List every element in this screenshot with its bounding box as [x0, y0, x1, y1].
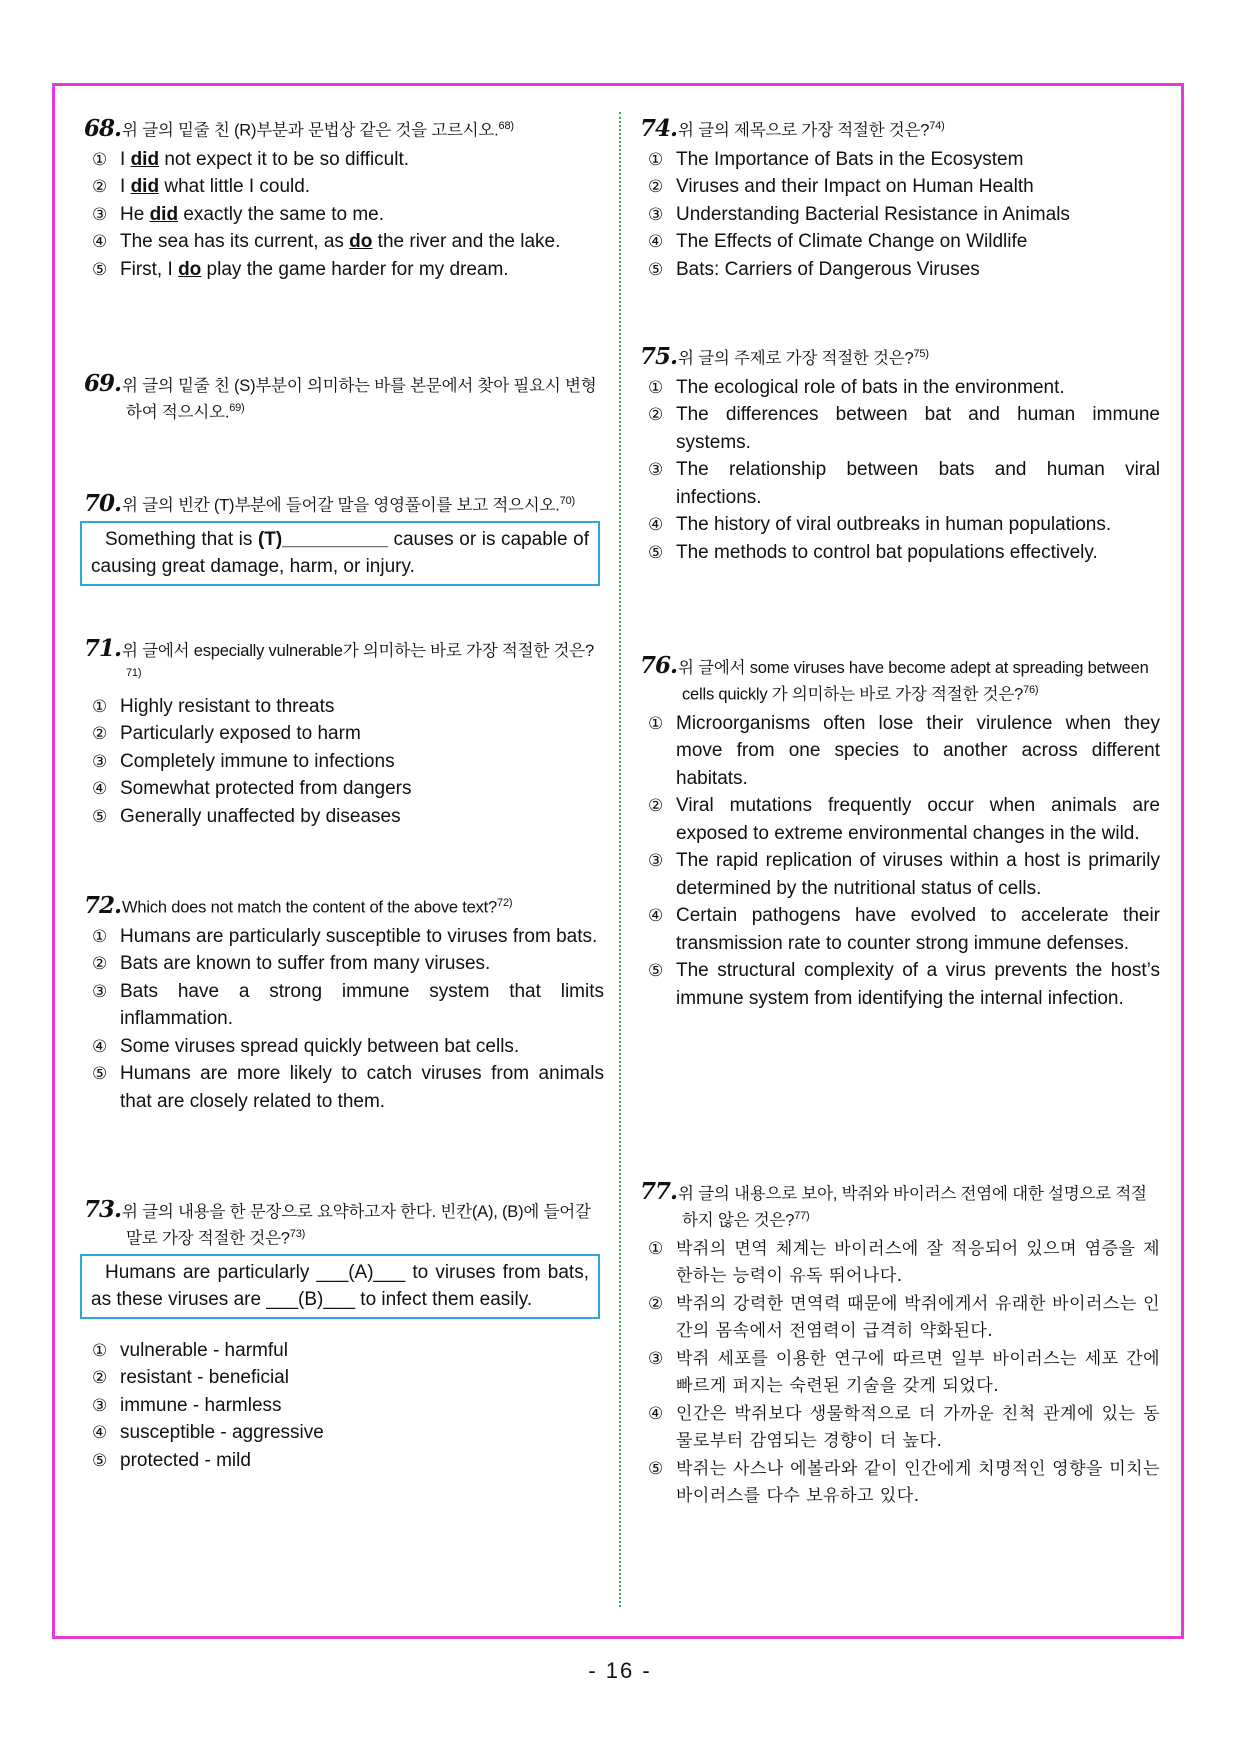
- option-marker: ③: [648, 204, 664, 224]
- option-4[interactable]: [640, 1401, 1160, 1456]
- option-text: The rapid replication of viruses within a host is primarily determined by the nutritional status of cells.: [676, 850, 1160, 899]
- option-5[interactable]: [84, 803, 604, 831]
- option-4[interactable]: [84, 1033, 604, 1061]
- footnote-ref: 77): [794, 1210, 810, 1222]
- option-1[interactable]: [84, 146, 604, 174]
- option-list: [84, 146, 604, 284]
- option-underlined-word: did: [149, 203, 179, 225]
- option-text: protected - mild: [120, 1449, 251, 1471]
- option-text: Bats: Carriers of Dangerous Viruses: [676, 258, 980, 280]
- column-divider: [619, 112, 621, 1607]
- option-text: vulnerable - harmful: [120, 1339, 288, 1361]
- option-list: [84, 693, 604, 831]
- footnote-ref: 75): [913, 348, 929, 360]
- question-number: 70.: [84, 489, 122, 517]
- option-4[interactable]: [84, 228, 604, 256]
- question-number: 75.: [640, 342, 678, 370]
- question-number: 74.: [640, 114, 678, 142]
- question-69: [84, 370, 604, 424]
- option-4[interactable]: [640, 511, 1160, 539]
- option-5[interactable]: [640, 539, 1160, 567]
- option-1[interactable]: [640, 374, 1160, 402]
- option-1[interactable]: [640, 1236, 1160, 1291]
- option-1[interactable]: [84, 923, 604, 951]
- option-1[interactable]: [640, 146, 1160, 174]
- option-marker: ⑤: [92, 806, 108, 826]
- option-marker: ②: [648, 177, 664, 196]
- option-marker: ①: [648, 149, 664, 169]
- option-marker: ⑤: [92, 1450, 108, 1470]
- option-list: [640, 146, 1160, 284]
- option-3[interactable]: [640, 456, 1160, 511]
- option-1[interactable]: [640, 710, 1160, 793]
- option-marker: ⑤: [648, 961, 664, 980]
- option-marker: ①: [92, 1340, 108, 1360]
- option-marker: ③: [648, 851, 664, 870]
- option-text: 인간은 박쥐보다 생물학적으로 더 가까운 친척 관계에 있는 동물로부터 감염되는 경향이 더 높다.: [676, 1403, 1160, 1451]
- footnote-ref: 68): [498, 120, 514, 132]
- option-marker: ③: [92, 981, 108, 1001]
- option-text: Particularly exposed to harm: [120, 723, 361, 744]
- option-list: [84, 923, 604, 1116]
- question-76: [640, 652, 1160, 1012]
- option-marker: ④: [92, 232, 108, 251]
- option-3[interactable]: [640, 1346, 1160, 1401]
- question-number: 72.: [84, 891, 122, 919]
- question-number: 77.: [640, 1178, 678, 1205]
- option-marker: ②: [648, 796, 664, 815]
- option-marker: ③: [92, 751, 108, 771]
- question-number: 73.: [84, 1196, 122, 1223]
- option-text: Understanding Bacterial Resistance in Animals: [676, 203, 1070, 225]
- option-marker: ③: [648, 1348, 664, 1369]
- option-2[interactable]: [640, 792, 1160, 847]
- question-header: [84, 892, 604, 919]
- option-4[interactable]: [640, 228, 1160, 256]
- option-text-pre: The sea has its current, as: [120, 231, 350, 252]
- option-2[interactable]: [84, 1364, 604, 1392]
- option-3[interactable]: [84, 748, 604, 776]
- option-marker: ⑤: [648, 1458, 664, 1479]
- option-text-post: not expect it to be so difficult.: [159, 148, 410, 170]
- question-prompt: Which does not match the content of the above text?: [122, 898, 498, 917]
- option-text-post: play the game harder for my dream.: [201, 258, 509, 280]
- footnote-ref: 70): [559, 495, 575, 507]
- option-marker: ④: [648, 515, 664, 534]
- question-header: [640, 1178, 1160, 1232]
- option-text: Viral mutations frequently occur when animals are exposed to extreme environmental changes in the wild.: [676, 795, 1160, 844]
- option-text: 박쥐 세포를 이용한 연구에 따르면 일부 바이러스는 세포 간에 빠르게 퍼지는 숙련된 기술을 갖게 되었다.: [676, 1348, 1160, 1396]
- option-text: Bats are known to suffer from many viruses.: [120, 953, 491, 974]
- option-marker: ②: [648, 405, 664, 424]
- option-text: Humans are particularly susceptible to viruses from bats.: [120, 925, 598, 947]
- definition-text-pre: Something that is: [105, 528, 258, 550]
- option-marker: ④: [92, 779, 108, 798]
- question-number: 76.: [640, 652, 678, 679]
- question-number: 68.: [84, 114, 122, 142]
- option-2[interactable]: [84, 720, 604, 748]
- question-74: [640, 115, 1160, 283]
- question-number: 69.: [84, 370, 122, 397]
- option-5[interactable]: [640, 256, 1160, 284]
- option-2[interactable]: [640, 401, 1160, 456]
- option-underlined-word: do: [178, 258, 202, 280]
- option-text: immune - harmless: [120, 1394, 282, 1416]
- option-marker: ①: [648, 1238, 664, 1259]
- option-text: The Importance of Bats in the Ecosystem: [676, 148, 1024, 170]
- option-text: susceptible - aggressive: [120, 1422, 324, 1443]
- summary-box: [80, 1254, 600, 1319]
- question-73: [84, 1196, 604, 1474]
- option-text: Certain pathogens have evolved to accelerate their transmission rate to counter strong immune defenses.: [676, 905, 1160, 954]
- option-text: The differences between bat and human immune systems.: [676, 404, 1160, 453]
- question-header: [84, 1196, 604, 1250]
- footnote-ref: 72): [497, 897, 513, 909]
- option-5[interactable]: [84, 1060, 604, 1115]
- option-text: The history of viral outbreaks in human populations.: [676, 514, 1112, 535]
- question-68: [84, 115, 604, 283]
- option-text: The Effects of Climate Change on Wildlife: [676, 231, 1028, 252]
- question-71: [84, 635, 604, 830]
- option-2[interactable]: [84, 950, 604, 978]
- footnote-ref: 76): [1023, 684, 1039, 696]
- option-marker: ①: [92, 149, 108, 169]
- option-underlined-word: did: [130, 148, 160, 170]
- footnote-ref: 74): [929, 120, 945, 132]
- question-header: [84, 490, 604, 517]
- option-text: Humans are more likely to catch viruses from animals that are closely related to them.: [120, 1063, 604, 1112]
- option-3[interactable]: [640, 847, 1160, 902]
- option-marker: ①: [92, 696, 108, 716]
- option-text: Highly resistant to threats: [120, 695, 335, 717]
- question-70: [84, 490, 604, 586]
- question-prompt: 위 글에서 especially vulnerable가 의미하는 바로 가장 적절한 것은?: [122, 642, 594, 660]
- option-text: Completely immune to infections: [120, 750, 395, 772]
- option-marker: ①: [648, 377, 664, 397]
- option-text: Viruses and their Impact on Human Health: [676, 176, 1034, 197]
- question-number: 71.: [84, 635, 122, 662]
- option-text: The ecological role of bats in the environment.: [676, 376, 1065, 398]
- option-5[interactable]: [84, 256, 604, 284]
- option-1[interactable]: [84, 1337, 604, 1365]
- option-marker: ⑤: [92, 1064, 108, 1083]
- option-marker: ④: [648, 232, 664, 251]
- option-1[interactable]: [84, 693, 604, 721]
- option-marker: ④: [92, 1036, 108, 1056]
- option-marker: ②: [92, 177, 108, 196]
- option-2[interactable]: [640, 1291, 1160, 1346]
- option-text-post: the river and the lake.: [372, 231, 561, 252]
- option-list: [640, 374, 1160, 567]
- option-text-post: exactly the same to me.: [178, 203, 384, 225]
- option-2[interactable]: [84, 173, 604, 201]
- option-text-pre: He: [120, 203, 150, 225]
- footnote-ref: 69): [229, 402, 245, 414]
- option-underlined-word: do: [349, 231, 373, 252]
- question-header: [640, 652, 1160, 706]
- option-marker: ②: [92, 724, 108, 743]
- question-prompt: 위 글에서 some viruses have become adept at spreading between cells quickly 가 의미하는 바로 가장 적절한 것은?: [678, 659, 1149, 704]
- option-list: [84, 1337, 604, 1475]
- option-2[interactable]: [640, 173, 1160, 201]
- option-text: The structural complexity of a virus prevents the host’s immune system from identifying the internal infection.: [676, 960, 1160, 1009]
- question-prompt: 위 글의 내용으로 보아, 박쥐와 바이러스 전염에 대한 설명으로 적절하지 않은 것은?: [678, 1185, 1147, 1230]
- summary-text: Humans are particularly ___(A)___ to viruses from bats, as these viruses are ___(B)___ to infect them easily.: [91, 1261, 589, 1310]
- option-3[interactable]: [84, 1392, 604, 1420]
- option-text-pre: I: [120, 176, 131, 197]
- option-marker: ②: [92, 954, 108, 973]
- option-marker: ①: [92, 926, 108, 946]
- option-5[interactable]: [84, 1447, 604, 1475]
- option-4[interactable]: [84, 775, 604, 803]
- option-text: Somewhat protected from dangers: [120, 778, 412, 799]
- option-text: 박쥐는 사스나 에볼라와 같이 인간에게 치명적인 영향을 미치는 바이러스를 다수 보유하고 있다.: [676, 1458, 1160, 1506]
- option-marker: ②: [92, 1368, 108, 1387]
- option-list: [640, 1236, 1160, 1511]
- option-marker: ③: [92, 204, 108, 224]
- option-underlined-word: did: [130, 176, 160, 197]
- option-marker: ③: [648, 460, 664, 479]
- option-marker: ⑤: [648, 542, 664, 562]
- option-text-pre: First, I: [120, 258, 179, 280]
- question-prompt: 위 글의 밑줄 친 (R)부분과 문법상 같은 것을 고르시오.: [122, 121, 499, 140]
- option-text-post: what little I could.: [159, 176, 311, 197]
- question-header: [84, 370, 604, 424]
- option-3[interactable]: [640, 201, 1160, 229]
- option-marker: ④: [648, 906, 664, 925]
- question-header: [84, 635, 604, 689]
- option-3[interactable]: [84, 201, 604, 229]
- option-marker: ⑤: [92, 259, 108, 279]
- option-text: 박쥐의 면역 체계는 바이러스에 잘 적응되어 있으며 염증을 제한하는 능력이 유독 뛰어나다.: [676, 1238, 1160, 1286]
- option-4[interactable]: [84, 1419, 604, 1447]
- option-text: Bats have a strong immune system that limits inflammation.: [120, 980, 604, 1029]
- option-marker: ③: [92, 1395, 108, 1415]
- option-5[interactable]: [640, 1456, 1160, 1511]
- footnote-ref: 71): [126, 667, 142, 679]
- option-text: The relationship between bats and human viral infections.: [676, 459, 1160, 508]
- definition-text-post: causes or is capable of causing great damage, harm, or injury.: [91, 528, 589, 577]
- question-header: [640, 343, 1160, 370]
- option-text: 박쥐의 강력한 면역력 때문에 박쥐에게서 유래한 바이러스는 인간의 몸속에서 전염력이 급격히 약화된다.: [676, 1293, 1160, 1341]
- answer-blank[interactable]: (T)__________: [257, 528, 388, 550]
- definition-box: [80, 521, 600, 586]
- option-list: [640, 710, 1160, 1013]
- footnote-ref: 73): [289, 1228, 306, 1240]
- question-prompt: 위 글의 밑줄 친 (S)부분이 의미하는 바를 본문에서 찾아 필요시 변형하여 적으시오.: [122, 377, 597, 422]
- option-4[interactable]: [640, 902, 1160, 957]
- question-prompt: 위 글의 제목으로 가장 적절한 것은?: [678, 121, 930, 140]
- option-marker: ⑤: [648, 259, 664, 279]
- option-marker: ④: [92, 1423, 108, 1442]
- option-text: resistant - beneficial: [120, 1367, 289, 1388]
- option-marker: ②: [648, 1293, 664, 1314]
- question-prompt: 위 글의 주제로 가장 적절한 것은?: [678, 349, 914, 368]
- option-text: Generally unaffected by diseases: [120, 805, 401, 827]
- question-header: [84, 115, 604, 142]
- question-75: [640, 343, 1160, 566]
- option-text: Some viruses spread quickly between bat cells.: [120, 1035, 520, 1057]
- option-marker: ①: [648, 713, 664, 733]
- option-text: Microorganisms often lose their virulence when they move from one species to another across different habitats.: [676, 712, 1160, 789]
- option-5[interactable]: [640, 957, 1160, 1012]
- question-77: [640, 1178, 1160, 1511]
- question-prompt: 위 글의 빈칸 (T)부분에 들어갈 말을 영영풀이를 보고 적으시오.: [122, 496, 560, 515]
- question-prompt: 위 글의 내용을 한 문장으로 요약하고자 한다. 빈칸(A), (B)에 들어갈 말로 가장 적절한 것은?: [122, 1203, 591, 1248]
- page-number: - 16 -: [588, 1658, 652, 1683]
- question-72: [84, 892, 604, 1115]
- option-text-pre: I: [120, 148, 131, 170]
- option-marker: ④: [648, 1403, 664, 1424]
- option-text: The methods to control bat populations effectively.: [676, 541, 1098, 563]
- option-3[interactable]: [84, 978, 604, 1033]
- question-header: [640, 115, 1160, 142]
